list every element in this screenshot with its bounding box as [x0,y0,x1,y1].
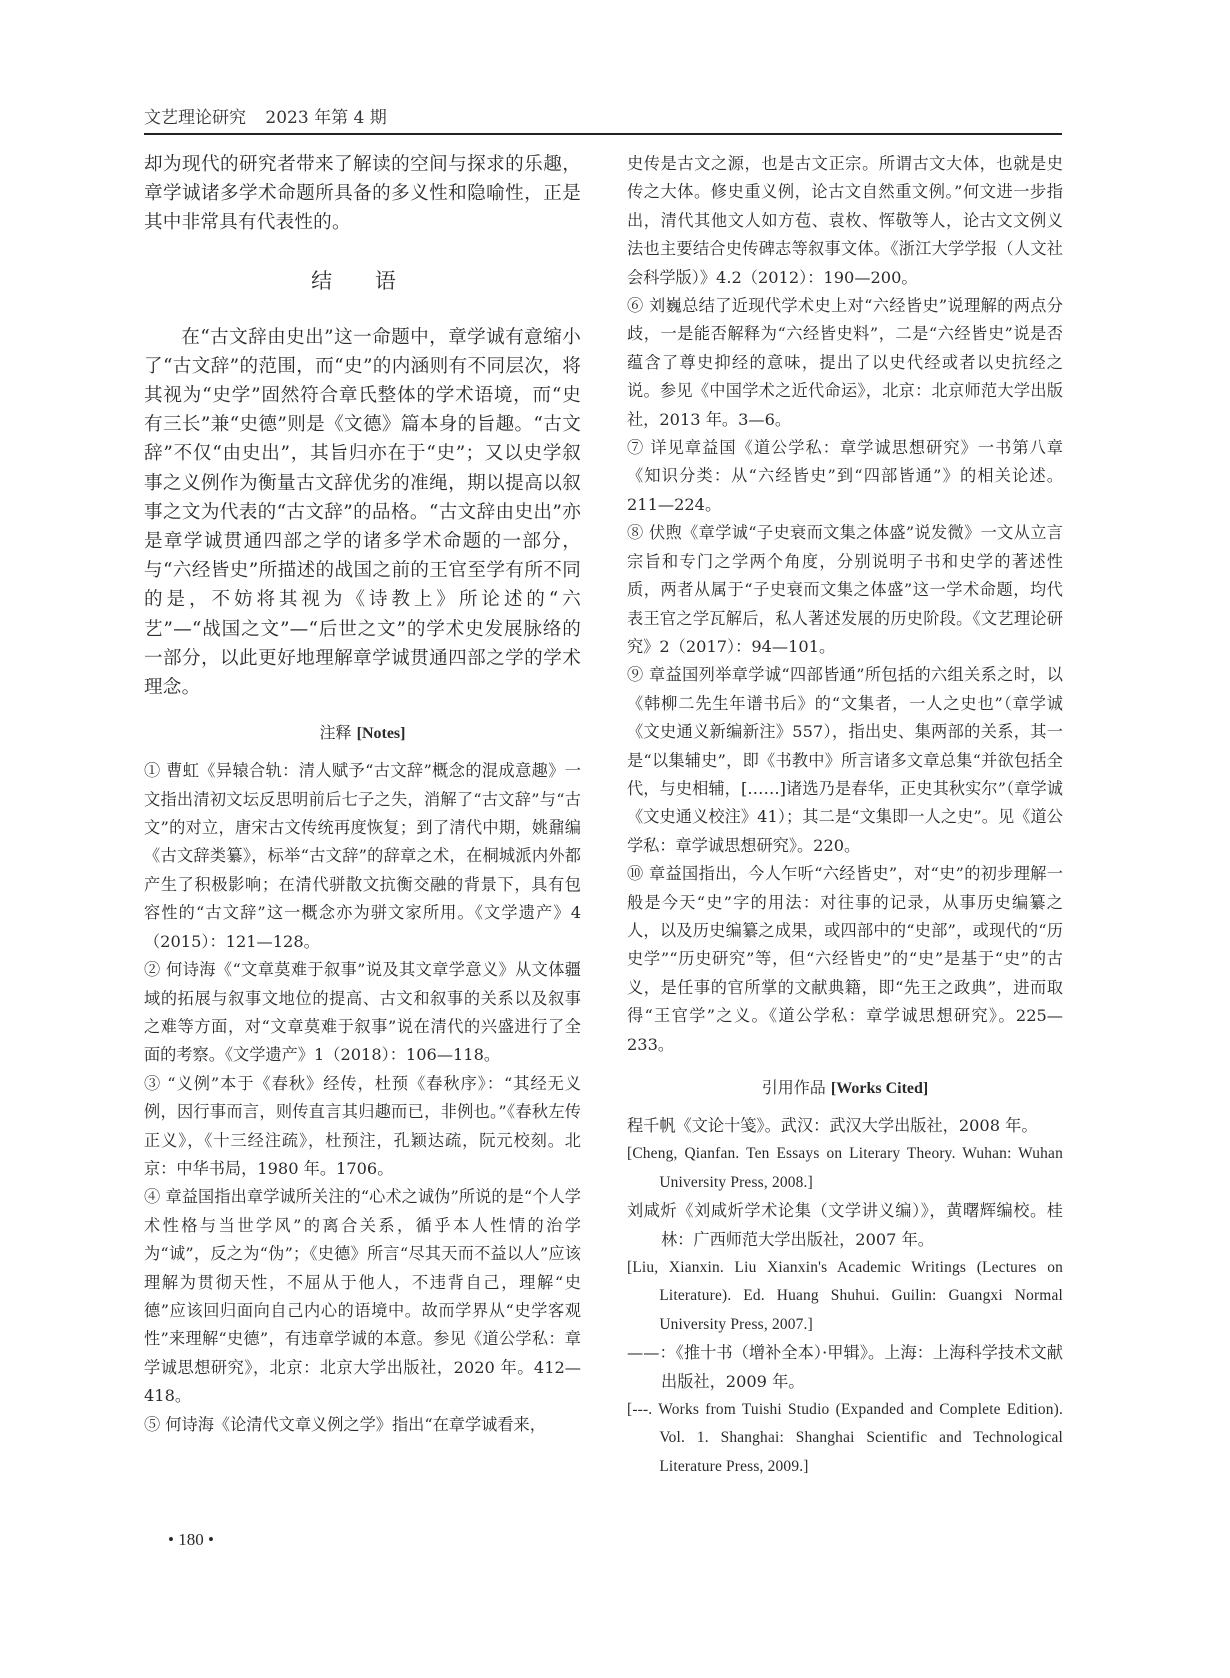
works-cited-entry: ——：《推十书（增补全本）·甲辑》。上海：上海科学技术文献出版社，2009 年。 [627,1343,1063,1391]
works-cited-entry: 刘咸炘《刘咸炘学术论集（文学讲义编）》，黄曙辉编校。桂林：广西师范大学出版社，2007 年。 [627,1201,1063,1249]
notes-heading-en: [Notes] [356,725,406,743]
note-item: ⑤ 何诗海《论清代文章义例之学》指出“在章学诚看来， [144,1414,546,1434]
journal-title: 文艺理论研究 [144,108,246,128]
section-title: 结 语 [311,268,414,293]
opening-paragraph: 却为现代的研究者带来了解读的空间与探求的乐趣，章学诚诸多学术命题所具备的多义性和隐喻性，正是其中非常具有代表性的。 [144,154,581,234]
conclusion-paragraph: 在“古文辞由史出”这一命题中，章学诚有意缩小了“古文辞”的范围，而“史”的内涵则有不同层次，将其视为“史学”固然符合章氏整体的学术语境，而“史有三长”兼“史德”则是《文德》篇本身的旨趣。“古文辞”不仅“由史出”，其旨归亦在于“史”；又以史学叙事之义例作为衡量古文辞优劣的准绳，期以提高以叙事之文为代表的“古文辞”的品格。“古文辞由史出”亦是章学诚贯通四部之学的诸多学术命题的一部分，与“六经皆史”所描述的战国之前的王官至学有所不同的是，不妨将其视为《诗教上》所论述的“六艺”—“战国之文”—“后世之文”的学术史发展脉络的一部分，以此更好地理解章学诚贯通四部之学的学术理念。 [144,326,581,699]
left-column [144,150,581,1439]
issue-label: 2023 年第 4 期 [265,108,387,128]
note-item: ⑨ 章益国列举章学诚“四部皆通”所包括的六组关系之时，以《韩柳二先生年谱书后》的“文集者，一人之史也”（章学诚《文史通义新编新注》557），指出史、集两部的关系，其一是“以集辅史”，即《书教中》所言诸多文章总集“并欲包括全代，与史相辅，[……]诸选乃是春华，正史其秋实尔”（章学诚《文史通义校注》41）；其二是“文集即一人之史”。见《道公学私：章学诚思想研究》。220。 [627,665,1063,855]
right-column [627,150,1063,1481]
notes-heading [144,720,581,743]
note-item-continued: 史传是古文之源，也是古文正宗。所谓古文大体，也就是史传之大体。修史重义例，论古文自然重文例。”何文进一步指出，清代其他文人如方苞、袁枚、恽敬等人，论古文文例义法也主要结合史传碑志等叙事文体。《浙江大学学报（人文社会科学版）》4.2（2012）：190—200。 [627,154,1063,287]
running-header [144,103,1062,135]
works-cited-entry: [Liu, Xianxin. Liu Xianxin's Academic Writings (Lectures on Literature). Ed. Huang Shuhui. Guilin: Guangxi Normal University Press, 2007.] [627,1259,1063,1333]
note-item: ⑥ 刘巍总结了近现代学术史上对“六经皆史”说理解的两点分歧，一是能否解释为“六经皆史料”，二是“六经皆史”说是否蕴含了尊史抑经的意味，提出了以史代经或者以史抗经之说。参见《中国学术之近代命运》，北京：北京师范大学出版社，2013 年。3—6。 [627,296,1063,429]
note-item: ③ “义例”本于《春秋》经传，杜预《春秋序》：“其经无义例，因行事而言，则传直言其归趣而已，非例也。”《春秋左传正义》，《十三经注疏》，杜预注，孔颖达疏，阮元校刻。北京：中华书局，1980 年。1706。 [144,1073,581,1178]
works-cited-entry: [---. Works from Tuishi Studio (Expanded and Complete Edition). Vol. 1. Shanghai: Shanghai Scientific and Technological Literature Press, 2009.] [627,1401,1063,1475]
works-cited-heading-en: [Works Cited] [830,1080,929,1097]
note-item: ⑩ 章益国指出，今人乍听“六经皆史”，对“史”的初步理解一般是今天“史”字的用法：对往事的记录，从事历史编纂之人，以及历史编纂之成果，或四部中的“史部”，或现代的“历史学”“历史研究”等，但“六经皆史”的“史”是基于“史”的古义，是任事的官所掌的文献典籍，即“先王之政典”，进而取得“王官学”之义。《道公学私：章学诚思想研究》。225—233。 [627,864,1063,1054]
note-item: ⑦ 详见章益国《道公学私：章学诚思想研究》一书第八章《知识分类：从“六经皆史”到“四部皆通”》的相关论述。211—224。 [627,438,1063,514]
note-item: ④ 章益国指出章学诚所关注的“心术之诚伪”所说的是“个人学术性格与当世学风”的离合关系，循乎本人性情的治学为“诚”，反之为“伪”；《史德》所言“尽其天而不益以人”应该理解为贯彻天性，不屈从于他人，不违背自己，理解“史德”应该回归面向自己内心的语境中。故而学界从“史学客观性”来理解“史德”，有违章学诚的本意。参见《道公学私：章学诚思想研究》，北京：北京大学出版社，2020 年。412—418。 [144,1187,581,1406]
works-cited-entry: 程千帆《文论十笺》。武汉：武汉大学出版社，2008 年。 [627,1116,1038,1135]
notes-heading-cn: 注释 [319,723,352,743]
works-cited-heading-cn: 引用作品 [761,1078,826,1097]
page-number: • 180 • [168,1530,214,1549]
note-item: ② 何诗海《“文章莫难于叙事”说及其文章学意义》从文体疆域的拓展与叙事文地位的提高、古文和叙事的关系以及叙事之难等方面，对“文章莫难于叙事”说在清代的兴盛进行了全面的考察。《文学遗产》1（2018）：106—118。 [144,960,581,1065]
works-cited-heading [627,1075,1063,1098]
works-cited-entry: [Cheng, Qianfan. Ten Essays on Literary Theory. Wuhan: Wuhan University Press, 2008.] [627,1145,1063,1191]
header-rule [144,133,1062,135]
note-item: ① 曹虹《异辕合轨：清人赋予“古文辞”概念的混成意趣》一文指出清初文坛反思明前后七子之失，消解了“古文辞”与“古文”的对立，唐宋古文传统再度恢复；到了清代中期，姚鼐编《古文辞类纂》，标举“古文辞”的辞章之术，在桐城派内外都产生了积极影响；在清代骈散文抗衡交融的背景下，具有包容性的“古文辞”这一概念亦为骈文家所用。《文学遗产》4（2015）：121—128。 [144,761,581,951]
note-item: ⑧ 伏煦《章学诚“子史衰而文集之体盛”说发微》一文从立言宗旨和专门之学两个角度，分别说明子书和史学的著述性质，两者从属于“子史衰而文集之体盛”这一学术命题，均代表王官之学瓦解后，私人著述发展的历史阶段。《文艺理论研究》2（2017）：94—101。 [627,523,1063,656]
